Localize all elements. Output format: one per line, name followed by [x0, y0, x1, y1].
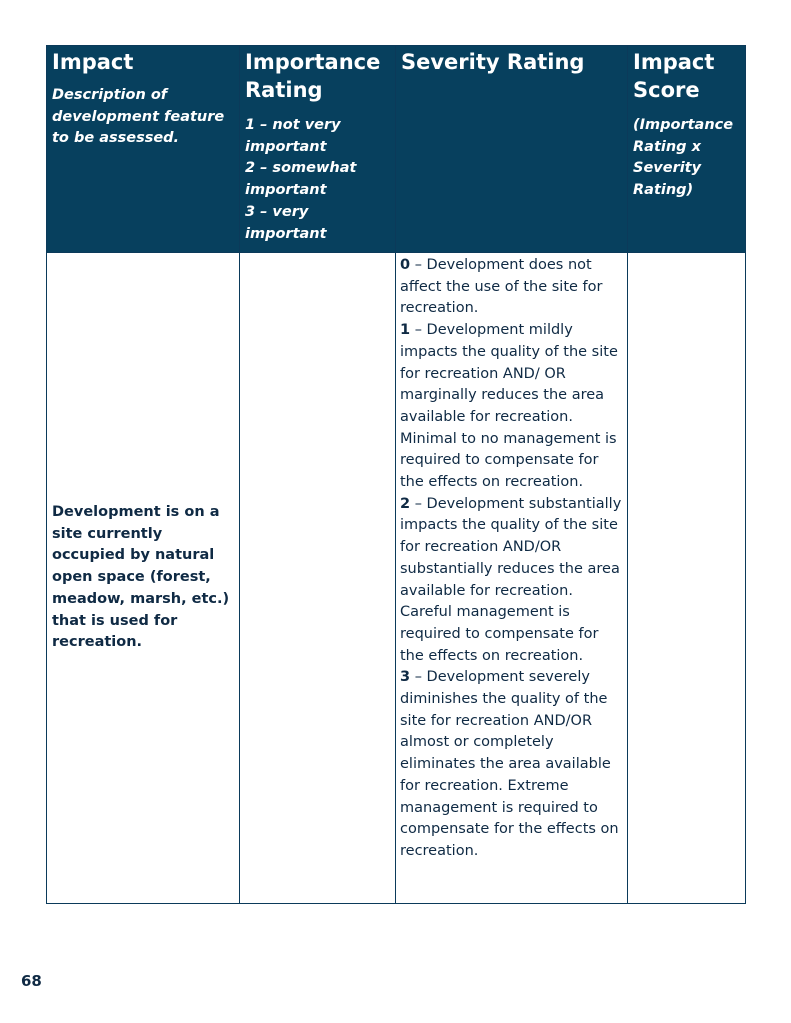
severity-level-number: 0	[400, 257, 411, 273]
header-importance-scale: 1 – not very important 2 – somewhat important 3 – very important	[245, 117, 357, 242]
severity-level-text: – Development severely diminishes the quality of the site for recreation AND/OR almost or completely eliminates the area available for recreation. Extreme management is required to compensate for the effects on recreation.	[400, 669, 619, 859]
impact-cell	[47, 253, 240, 904]
header-row	[47, 46, 746, 253]
header-impact	[47, 46, 240, 253]
severity-level-2	[400, 494, 624, 668]
header-severity	[396, 46, 628, 253]
severity-level-3	[400, 667, 624, 862]
severity-level-text: – Development mildly impacts the quality of the site for recreation AND/ OR marginally reduces the area available for recreation. Minimal to no management is required to compensate for the effects on recreation.	[400, 322, 618, 491]
severity-level-1	[400, 320, 624, 494]
header-impact-description: Description of development feature to be assessed.	[52, 87, 225, 147]
impact-assessment-table	[46, 45, 746, 904]
header-score	[628, 46, 746, 253]
severity-cell	[396, 253, 628, 904]
severity-level-number: 1	[400, 322, 411, 339]
impact-score-cell[interactable]	[628, 253, 746, 904]
severity-level-text: – Development does not affect the use of the site for recreation.	[400, 257, 603, 317]
severity-level-number: 3	[400, 669, 411, 686]
header-importance	[240, 46, 396, 253]
importance-rating-cell[interactable]	[240, 253, 396, 904]
impact-description: Development is on a site currently occupied by natural open space (forest, meadow, marsh, etc.) that is used for recreation.	[52, 504, 230, 651]
header-importance-title: Importance Rating	[245, 50, 381, 102]
header-severity-title: Severity Rating	[401, 50, 585, 74]
header-impact-title: Impact	[52, 50, 134, 74]
header-score-title: Impact Score	[633, 50, 715, 102]
severity-level-text: – Development substantially impacts the quality of the site for recreation AND/OR substantially reduces the area available for recreation. Careful management is required to compensate for the effects on recreation.	[400, 495, 622, 664]
severity-level-0	[400, 255, 624, 320]
header-score-formula: (Importance Rating x Severity Rating)	[633, 117, 734, 199]
page-number: 68	[21, 972, 42, 990]
table-row	[47, 253, 746, 904]
severity-level-number: 2	[400, 495, 411, 512]
